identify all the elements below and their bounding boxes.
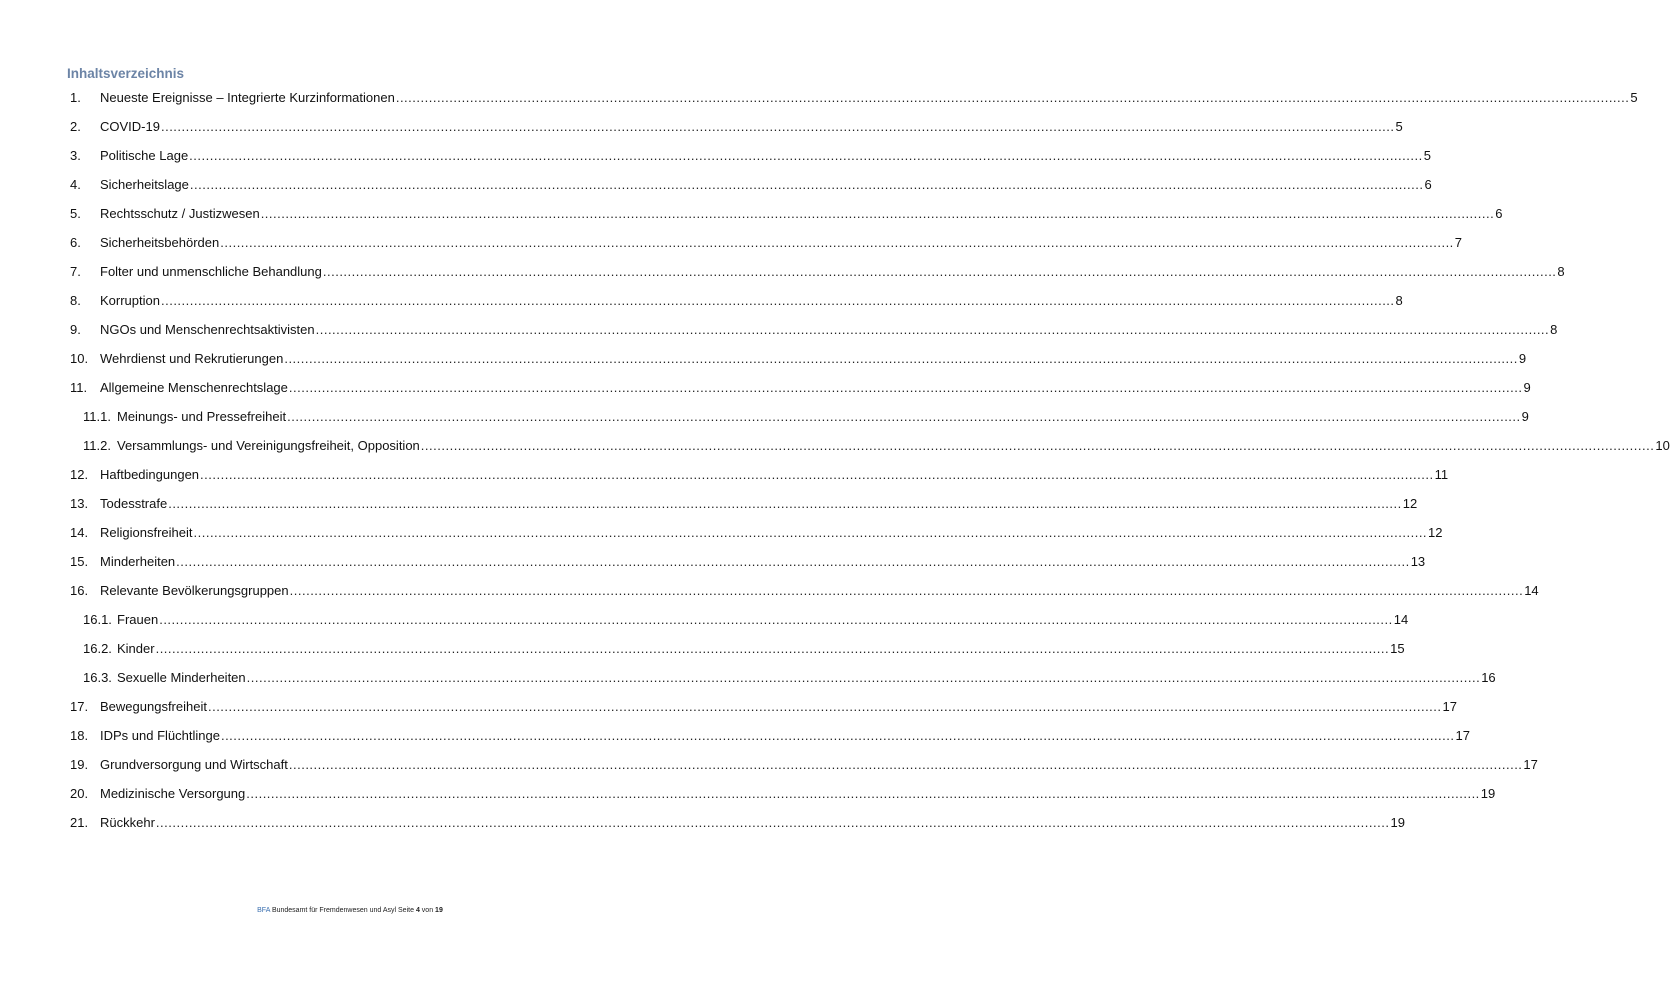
toc-entry-number: 9. <box>70 322 81 337</box>
toc-dot-leader: ............................................................................................................................................................................................................................................................................................................ <box>176 554 1410 569</box>
toc-entry-page: 15 <box>1390 641 1405 656</box>
toc-entry[interactable] <box>70 177 1432 195</box>
toc-entry-page: 19 <box>1390 815 1405 830</box>
toc-entry-number: 8. <box>70 293 81 308</box>
toc-entry-number: 18. <box>70 728 89 743</box>
toc-entry[interactable] <box>70 293 1403 311</box>
toc-entry-title: Kinder <box>117 641 155 656</box>
toc-entry-title: Sexuelle Minderheiten <box>117 670 246 685</box>
toc-dot-leader: ............................................................................................................................................................................................................................................................................................................ <box>189 177 1424 192</box>
toc-dot-leader: ............................................................................................................................................................................................................................................................................................................ <box>395 90 1630 105</box>
toc-dot-leader: ............................................................................................................................................................................................................................................................................................................ <box>207 699 1442 714</box>
toc-entry[interactable] <box>70 264 1565 282</box>
toc-entry-title: Neueste Ereignisse – Integrierte Kurzinformationen <box>100 90 395 105</box>
toc-entry-number: 2. <box>70 119 81 134</box>
toc-dot-leader: ............................................................................................................................................................................................................................................................................................................ <box>160 293 1395 308</box>
toc-entry[interactable] <box>70 235 1463 253</box>
toc-entry[interactable] <box>70 786 1496 804</box>
toc-entry-number: 11. <box>70 380 88 395</box>
toc-title: Inhaltsverzeichnis <box>67 66 185 81</box>
toc-entry-title: Meinungs- und Pressefreiheit <box>117 409 287 424</box>
toc-entry-number: 17. <box>70 699 89 714</box>
toc-entry-title: Folter und unmenschliche Behandlung <box>100 264 322 279</box>
toc-entry[interactable] <box>70 206 1503 224</box>
toc-entry-title: Allgemeine Menschenrechtslage <box>100 380 288 395</box>
toc-entry-page: 9 <box>1521 409 1529 424</box>
toc-entry-title: Sicherheitsbehörden <box>100 235 220 250</box>
toc-entry-number: 15. <box>70 554 89 569</box>
toc-entry-title: Rückkehr <box>100 815 155 830</box>
toc-entry[interactable] <box>70 467 1449 485</box>
toc-dot-leader: ............................................................................................................................................................................................................................................................................................................ <box>420 438 1655 453</box>
toc-entry[interactable] <box>70 728 1470 746</box>
toc-entry-title: Religionsfreiheit <box>100 525 193 540</box>
toc-entry-title: Frauen <box>117 612 159 627</box>
toc-entry[interactable] <box>70 757 1538 775</box>
toc-entry-page: 7 <box>1454 235 1463 250</box>
toc-entry[interactable] <box>70 119 1403 137</box>
toc-entry-page: 6 <box>1424 177 1432 192</box>
toc-entry[interactable] <box>70 322 1558 340</box>
toc-dot-leader: ............................................................................................................................................................................................................................................................................................................ <box>220 728 1455 743</box>
toc-entry[interactable] <box>70 148 1431 166</box>
toc-entry-page: 5 <box>1395 119 1403 134</box>
toc-entry-number: 14. <box>70 525 89 540</box>
toc-entry[interactable] <box>70 90 1638 108</box>
toc-entry[interactable] <box>83 438 1670 456</box>
toc-entry-page: 19 <box>1480 786 1496 801</box>
toc-entry-page: 14 <box>1524 583 1539 598</box>
toc-entry-number: 16.1. <box>83 612 112 627</box>
footer-page-label: Seite <box>398 907 414 914</box>
toc-entry-page: 13 <box>1410 554 1426 569</box>
toc-entry-title: Korruption <box>100 293 160 308</box>
toc-entry-number: 7. <box>70 264 81 279</box>
toc-dot-leader: ............................................................................................................................................................................................................................................................................................................ <box>246 670 1481 685</box>
toc-entry[interactable] <box>83 409 1529 427</box>
toc-entry-page: 17 <box>1455 728 1470 743</box>
page-footer <box>0 907 700 914</box>
toc-entry-title: Versammlungs- und Vereinigungsfreiheit, Opposition <box>117 438 420 453</box>
toc-dot-leader: ............................................................................................................................................................................................................................................................................................................ <box>322 264 1557 279</box>
toc-entry[interactable] <box>83 670 1496 688</box>
toc-entry-page: 9 <box>1523 380 1531 395</box>
toc-dot-leader: ............................................................................................................................................................................................................................................................................................................ <box>246 786 1480 801</box>
toc-entry-page: 8 <box>1557 264 1565 279</box>
toc-entry[interactable] <box>83 641 1405 659</box>
toc-entry-title: Medizinische Versorgung <box>100 786 246 801</box>
toc-entry[interactable] <box>70 554 1426 572</box>
toc-entry-page: 5 <box>1630 90 1638 105</box>
toc-entry-page: 14 <box>1393 612 1409 627</box>
toc-entry-number: 5. <box>70 206 81 221</box>
bfa-logo-text: BFA <box>257 907 270 914</box>
toc-entry-number: 11.1. <box>83 409 111 424</box>
footer-current-page: 4 <box>415 907 420 914</box>
toc-entry-title: Todesstrafe <box>100 496 168 511</box>
toc-entry-title: Haftbedingungen <box>100 467 200 482</box>
toc-dot-leader: ............................................................................................................................................................................................................................................................................................................ <box>168 496 1402 511</box>
toc-dot-leader: ............................................................................................................................................................................................................................................................................................................ <box>200 467 1434 482</box>
toc-entry[interactable] <box>70 525 1443 543</box>
toc-dot-leader: ............................................................................................................................................................................................................................................................................................................ <box>155 815 1390 830</box>
toc-entry-page: 10 <box>1655 438 1670 453</box>
toc-entry-title: Rechtsschutz / Justizwesen <box>100 206 260 221</box>
toc-entry-page: 17 <box>1523 757 1538 772</box>
toc-entry-page: 17 <box>1442 699 1457 714</box>
toc-entry-title: COVID-19 <box>100 119 160 134</box>
toc-entry-number: 11.2. <box>83 438 111 453</box>
footer-org: Bundesamt für Fremdenwesen und Asyl <box>271 907 397 914</box>
toc-entry-number: 16.3. <box>83 670 112 685</box>
toc-entry-number: 4. <box>70 177 81 192</box>
toc-entry-title: Sicherheitslage <box>100 177 189 192</box>
toc-dot-leader: ............................................................................................................................................................................................................................................................................................................ <box>260 206 1495 221</box>
footer-of-label: von <box>421 907 434 914</box>
toc-entry-page: 8 <box>1395 293 1403 308</box>
toc-entry-title: Minderheiten <box>100 554 176 569</box>
toc-entry[interactable] <box>70 815 1405 833</box>
toc-dot-leader: ............................................................................................................................................................................................................................................................................................................ <box>289 583 1524 598</box>
toc-entry-number: 10. <box>70 351 89 366</box>
toc-entry-number: 1. <box>70 90 81 105</box>
toc-entry-title: IDPs und Flüchtlinge <box>100 728 220 743</box>
toc-entry-number: 21. <box>70 815 89 830</box>
toc-entry-title: NGOs und Menschenrechtsaktivisten <box>100 322 315 337</box>
toc-entry-page: 5 <box>1423 148 1431 163</box>
toc-entry-page: 16 <box>1481 670 1496 685</box>
toc-dot-leader: ............................................................................................................................................................................................................................................................................................................ <box>220 235 1454 250</box>
toc-dot-leader: ............................................................................................................................................................................................................................................................................................................ <box>160 119 1395 134</box>
toc-entry-number: 13. <box>70 496 89 511</box>
toc-entry-number: 6. <box>70 235 81 250</box>
toc-dot-leader: ............................................................................................................................................................................................................................................................................................................ <box>189 148 1423 163</box>
toc-entry-number: 16. <box>70 583 89 598</box>
toc-entry-page: 6 <box>1495 206 1503 221</box>
toc-dot-leader: ............................................................................................................................................................................................................................................................................................................ <box>287 409 1521 424</box>
toc-dot-leader: ............................................................................................................................................................................................................................................................................................................ <box>159 612 1393 627</box>
toc-entry[interactable] <box>83 612 1409 630</box>
toc-dot-leader: ............................................................................................................................................................................................................................................................................................................ <box>288 757 1523 772</box>
toc-entry-title: Politische Lage <box>100 148 189 163</box>
toc-entry-number: 3. <box>70 148 81 163</box>
toc-entry[interactable] <box>70 496 1418 514</box>
toc-entry[interactable] <box>70 380 1531 398</box>
toc-entry-page: 8 <box>1550 322 1558 337</box>
toc-entry-number: 19. <box>70 757 89 772</box>
toc-entry-title: Relevante Bevölkerungsgruppen <box>100 583 289 598</box>
toc-entry-number: 12. <box>70 467 89 482</box>
toc-entry-number: 20. <box>70 786 89 801</box>
toc-entry-page: 11 <box>1434 467 1449 482</box>
toc-dot-leader: ............................................................................................................................................................................................................................................................................................................ <box>288 380 1523 395</box>
toc-entry-page: 12 <box>1428 525 1443 540</box>
toc-entry-title: Grundversorgung und Wirtschaft <box>100 757 288 772</box>
toc-entry-number: 16.2. <box>83 641 112 656</box>
toc-entry[interactable] <box>70 351 1527 369</box>
toc-dot-leader: ............................................................................................................................................................................................................................................................................................................ <box>155 641 1390 656</box>
toc-dot-leader: ............................................................................................................................................................................................................................................................................................................ <box>284 351 1518 366</box>
toc-dot-leader: ............................................................................................................................................................................................................................................................................................................ <box>193 525 1428 540</box>
footer-total-pages: 19 <box>435 907 443 914</box>
toc-dot-leader: ............................................................................................................................................................................................................................................................................................................ <box>315 322 1550 337</box>
toc-entry-title: Wehrdienst und Rekrutierungen <box>100 351 284 366</box>
toc-entry[interactable] <box>70 699 1457 717</box>
toc-entry-title: Bewegungsfreiheit <box>100 699 207 714</box>
toc-entry-page: 12 <box>1402 496 1418 511</box>
toc-entry[interactable] <box>70 583 1539 601</box>
toc-entry-page: 9 <box>1518 351 1527 366</box>
